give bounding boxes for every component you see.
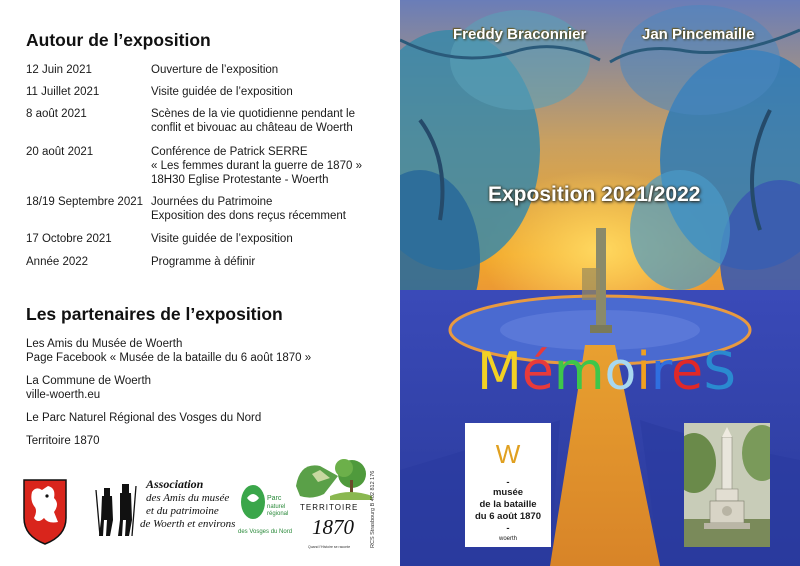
title-letter: o (604, 342, 637, 402)
svg-text:Quand l’Histoire se raconte: Quand l’Histoire se raconte (308, 545, 351, 549)
registration-vertical-text (366, 440, 378, 550)
partner-logos (0, 440, 400, 566)
event-description: Visite guidée de l’exposition (151, 233, 293, 245)
svg-text:TERRITOIRE: TERRITOIRE (300, 503, 359, 512)
event-description: Conférence de Patrick SERRE « Les femmes durant la guerre de 1870 » 18H30 Eglise Protestante - Woerth (151, 146, 362, 186)
title-letter: e (671, 342, 704, 402)
event-date: 12 Juin 2021 (26, 64, 92, 76)
monument-photo-image (684, 423, 770, 547)
museum-w-mark: W (495, 439, 521, 469)
event-date: 11 Juillet 2021 (26, 86, 100, 98)
museum-logo-card (465, 423, 551, 547)
title-letter: S (703, 342, 737, 402)
museum-name-line: du 6 août 1870 (475, 511, 541, 522)
svg-text:des Vosges du Nord: des Vosges du Nord (238, 529, 293, 535)
event-date: 18/19 Septembre 2021 (26, 196, 144, 208)
artist-name: Freddy Braconnier (453, 26, 587, 43)
partners-heading: Les partenaires de l’exposition (26, 304, 283, 324)
title-letter: m (553, 342, 605, 402)
event-date: Année 2022 (26, 256, 89, 268)
event-description: Programme à définir (151, 256, 256, 268)
partner-item: Le Parc Naturel Régional des Vosges du Nord (26, 412, 262, 424)
title-letter: i (636, 342, 651, 402)
event-date: 17 Octobre 2021 (26, 233, 112, 245)
event-description: Scènes de la vie quotidienne pendant le conflit et bivouac au château de Woerth (151, 108, 355, 134)
museum-name-line: de la bataille (479, 499, 537, 510)
exhibition-cover (400, 0, 800, 566)
schedule-heading: Autour de l’exposition (26, 30, 211, 50)
svg-text:Parc: Parc (267, 495, 282, 502)
partner-item: Territoire 1870 (26, 435, 100, 447)
event-description: Journées du Patrimoine Exposition des dons reçus récemment (151, 196, 346, 222)
title-letter: M (477, 342, 522, 402)
association-soldiers-logo (96, 484, 136, 536)
monument-photo (684, 423, 770, 547)
parc-naturel-logo (238, 485, 292, 535)
partner-item: Les Amis du Musée de Woerth Page Facebook « Musée de la bataille du 6 août 1870 » (26, 338, 312, 364)
event-date: 8 août 2021 (26, 108, 87, 120)
svg-text:naturel: naturel (267, 504, 286, 510)
svg-text:1870: 1870 (312, 515, 354, 539)
exhibition-title (477, 342, 736, 402)
territoire-1870-logo (296, 459, 372, 549)
svg-text:de Woerth et environs: de Woerth et environs (140, 518, 236, 530)
event-date: 20 août 2021 (26, 146, 94, 158)
exhibition-dates: Exposition 2021/2022 (488, 183, 701, 206)
artist-name: Jan Pincemaille (642, 26, 755, 43)
svg-text:RCS Strasbourg B 402 812 176: RCS Strasbourg B 402 812 176 (370, 470, 376, 548)
title-letter: r (650, 342, 672, 402)
title-letter: é (521, 342, 554, 402)
svg-text:des Amis du musée: des Amis du musée (146, 492, 230, 504)
event-description: Ouverture de l’exposition (151, 64, 279, 76)
svg-text:Association: Association (146, 477, 204, 491)
museum-dash: - (506, 477, 510, 488)
museum-name-line: musée (492, 487, 524, 498)
association-logo-text (140, 477, 235, 530)
woerth-coat-of-arms-logo (24, 480, 66, 544)
event-description: Visite guidée de l’exposition (151, 86, 293, 98)
partner-item: La Commune de Woerth ville-woerth.eu (26, 375, 152, 401)
museum-dash: - (506, 523, 510, 534)
svg-text:et du patrimoine: et du patrimoine (146, 505, 219, 517)
svg-text:régional: régional (267, 511, 289, 517)
museum-place: woerth (498, 536, 517, 542)
